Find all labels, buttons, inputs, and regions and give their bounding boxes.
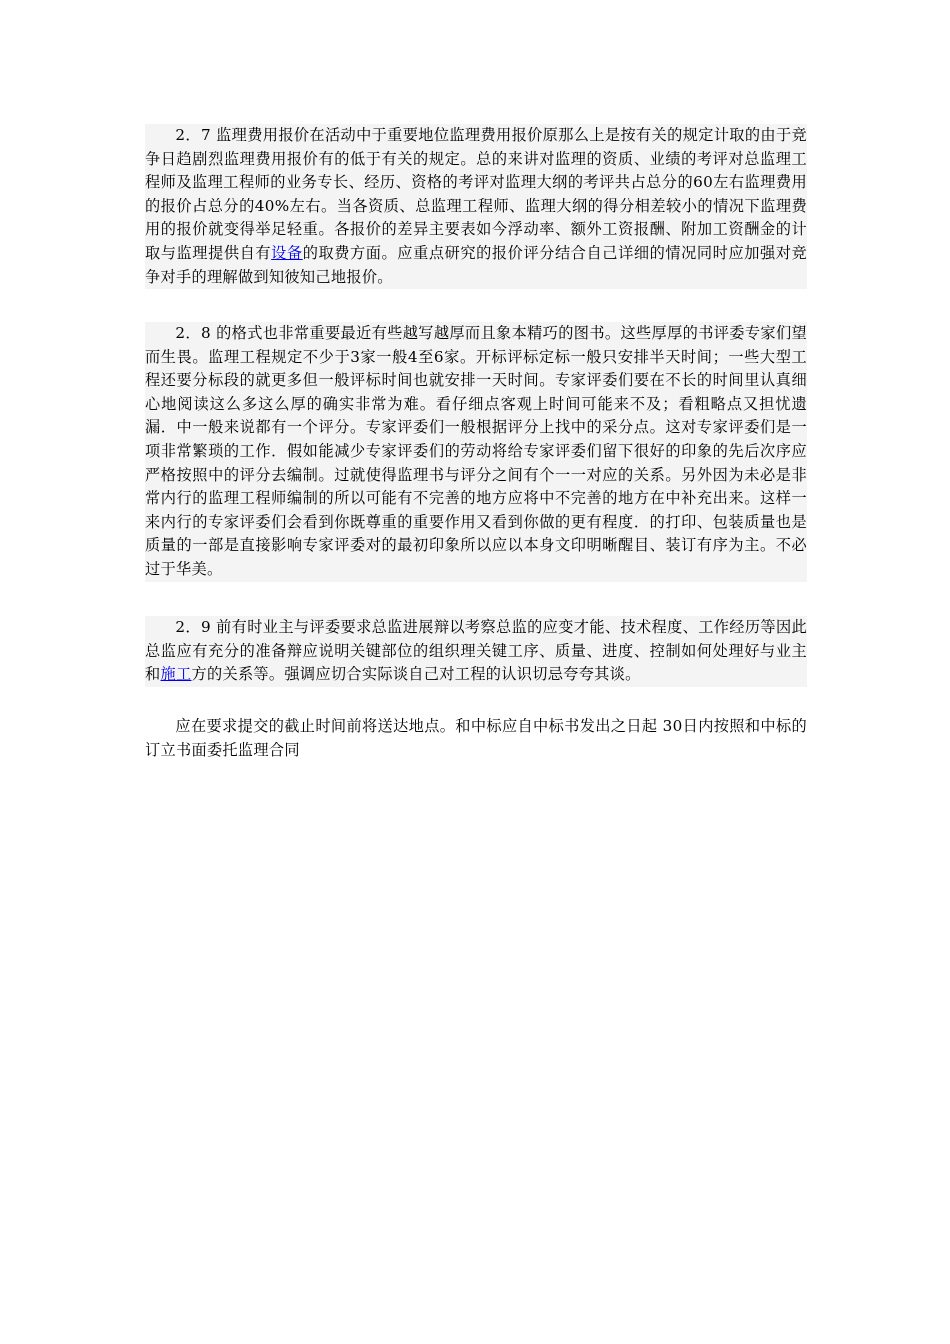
paragraph-text: 应在要求提交的截止时间前将送达地点。和中标应自中标书发出之日起 30日内按照和中标的订立书面委托监理合同 <box>145 717 807 759</box>
paragraph-text: 方的关系等。强调应切合实际谈自己对工程的认识切忌夸夸其谈。 <box>191 665 641 684</box>
paragraph-text: 的取费方面。应重点研究的报价评分结合自己详细的情况同时应加强对竞争对手的理解做到知彼知己地报价。 <box>145 243 807 286</box>
paragraph-text: 2．8 的格式也非常重要最近有些越写越厚而且象本精巧的图书。这些厚厚的书评委专家们望而生畏。监理工程规定不少于3家一般4至6家。开标评标定标一般只安排半天时间；一些大型工程还要分标段的就更多但一般评标时间也就安排一天时间。专家评委们要在不长的时间里认真细心地阅读这么多这么厚的确实非常为难。看仔细点客观上时间可能来不及；看粗略点又担忧遗漏．中一般来说都有一个评分。专家评委们一般根据评分上找中的采分点。这对专家评委们是一项非常繁琐的工作．假如能减少专家评委们的劳动将给专家评委们留下很好的印象的先后次序应严格按照中的评分去编制。过就使得监理书与评分之间有个一一对应的关系。另外因为未必是非常内行的监理工程师编制的所以可能有不完善的地方应将中不完善的地方在中补充出来。这样一来内行的专家评委们会看到你既尊重的重要作用又看到你做的更有程度．的打印、包装质量也是质量的一部是直接影响专家评委对的最初印象所以应以本身文印明晰醒目、装订有序为主。不必过于华美。 <box>145 324 807 578</box>
paragraph-fee-quotation <box>145 124 807 289</box>
link-equipment[interactable]: 设备 <box>271 243 303 262</box>
paragraph-submission <box>145 715 807 762</box>
paragraph-defense <box>145 616 807 687</box>
paragraph-text: 2．7 监理费用报价在活动中于重要地位监理费用报价原那么上是按有关的规定计取的由于竞争日趋剧烈监理费用报价有的低于有关的规定。总的来讲对监理的资质、业绩的考评对总监理工程师及监理工程师的业务专长、经历、资格的考评对监理大纲的考评共占总分的60左右监理费用的报价占总分的40%左右。当各资质、总监理工程师、监理大纲的得分相差较小的情况下监理费用的报价就变得举足轻重。各报价的差异主要表如今浮动率、额外工资报酬、附加工资酬金的计取与监理提供自有 <box>145 126 807 262</box>
paragraph-text: 2．9 前有时业主与评委要求总监进展辩以考察总监的应变才能、技术程度、工作经历等因此总监应有充分的准备辩应说明关键部位的组织理关键工序、质量、进度、控制如何处理好与业主和 <box>145 618 807 684</box>
link-construction[interactable]: 施工 <box>160 665 192 684</box>
paragraph-format <box>145 322 807 582</box>
